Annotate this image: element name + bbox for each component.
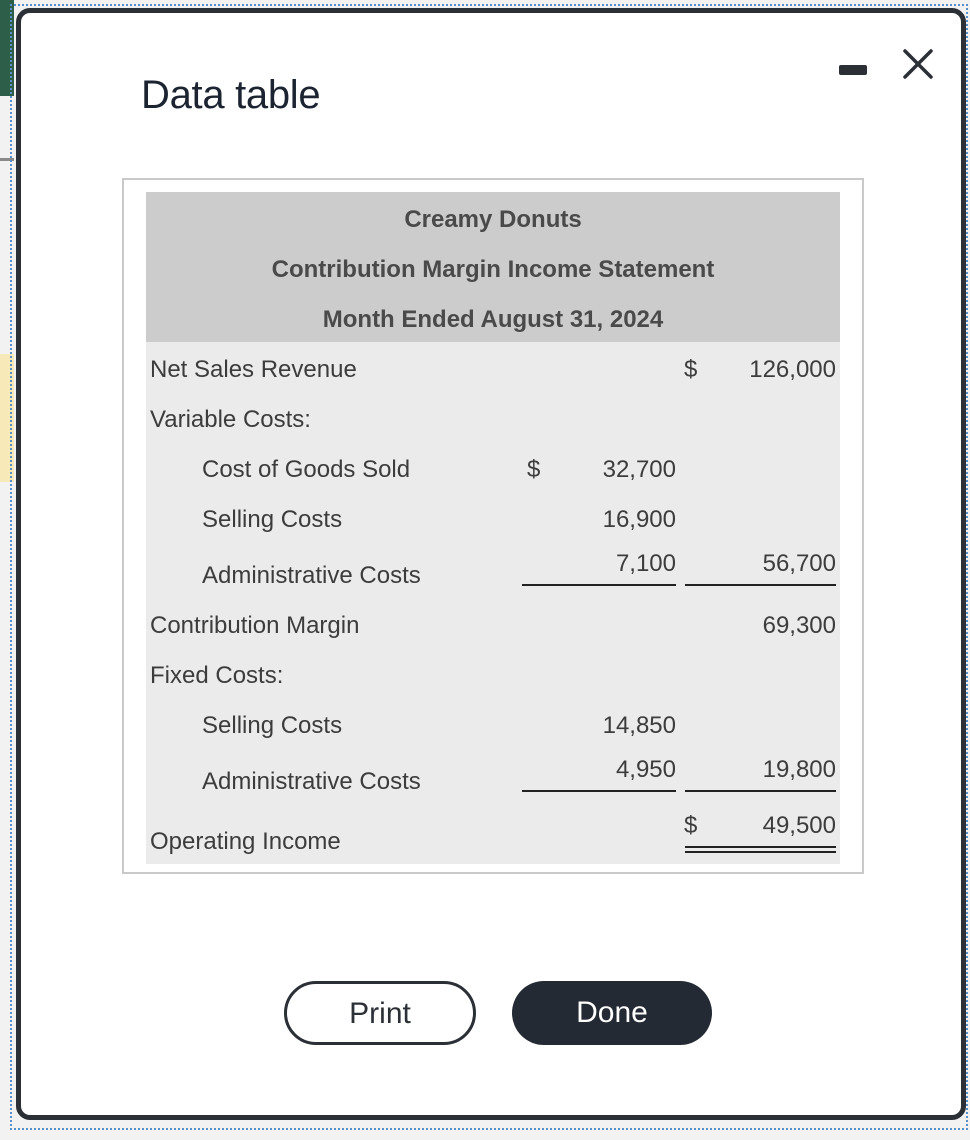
fc-total-rule	[685, 790, 836, 792]
company-name: Creamy Donuts	[404, 206, 582, 233]
fc-admin-label: Administrative Costs	[202, 768, 421, 795]
close-icon[interactable]	[899, 45, 937, 83]
fc-admin-amount: 4,950	[615, 756, 676, 783]
variable-costs-label: Variable Costs:	[150, 406, 311, 433]
statement-title: Contribution Margin Income Statement	[271, 256, 715, 283]
vc-total-rule	[685, 584, 836, 586]
oi-double-rule-bottom	[685, 851, 836, 853]
vc-cogs-dollar: $	[527, 456, 541, 483]
dialog-title: Data table	[141, 73, 321, 117]
fc-total: 19,800	[762, 756, 836, 783]
vc-cogs-label: Cost of Goods Sold	[202, 456, 411, 483]
done-button[interactable]: Done	[512, 981, 712, 1045]
vc-cogs-amount: 32,700	[602, 456, 676, 483]
contribution-margin-label: Contribution Margin	[150, 612, 360, 639]
vc-admin-amount: 7,100	[615, 550, 676, 577]
fc-selling-label: Selling Costs	[202, 712, 343, 739]
contribution-margin-total: 69,300	[762, 612, 836, 639]
fc-subtotal-rule	[522, 790, 676, 792]
vc-selling-amount: 16,900	[602, 506, 676, 533]
net-sales-label: Net Sales Revenue	[150, 356, 357, 383]
statement-period: Month Ended August 31, 2024	[322, 306, 664, 333]
income-statement-table	[122, 178, 864, 874]
net-sales-dollar: $	[684, 356, 698, 383]
fixed-costs-label: Fixed Costs:	[150, 662, 284, 689]
minimize-icon[interactable]	[839, 65, 867, 75]
vc-subtotal-rule	[522, 584, 676, 586]
operating-income-total: 49,500	[762, 812, 836, 839]
oi-double-rule-top	[685, 846, 836, 848]
data-table-dialog	[16, 8, 966, 1120]
vc-selling-label: Selling Costs	[202, 506, 343, 533]
net-sales-total: 126,000	[749, 356, 836, 383]
operating-income-dollar: $	[684, 812, 698, 839]
vc-total: 56,700	[762, 550, 836, 577]
operating-income-label: Operating Income	[150, 828, 341, 855]
print-button[interactable]: Print	[284, 981, 476, 1045]
fc-selling-amount: 14,850	[602, 712, 676, 739]
vc-admin-label: Administrative Costs	[202, 562, 421, 589]
